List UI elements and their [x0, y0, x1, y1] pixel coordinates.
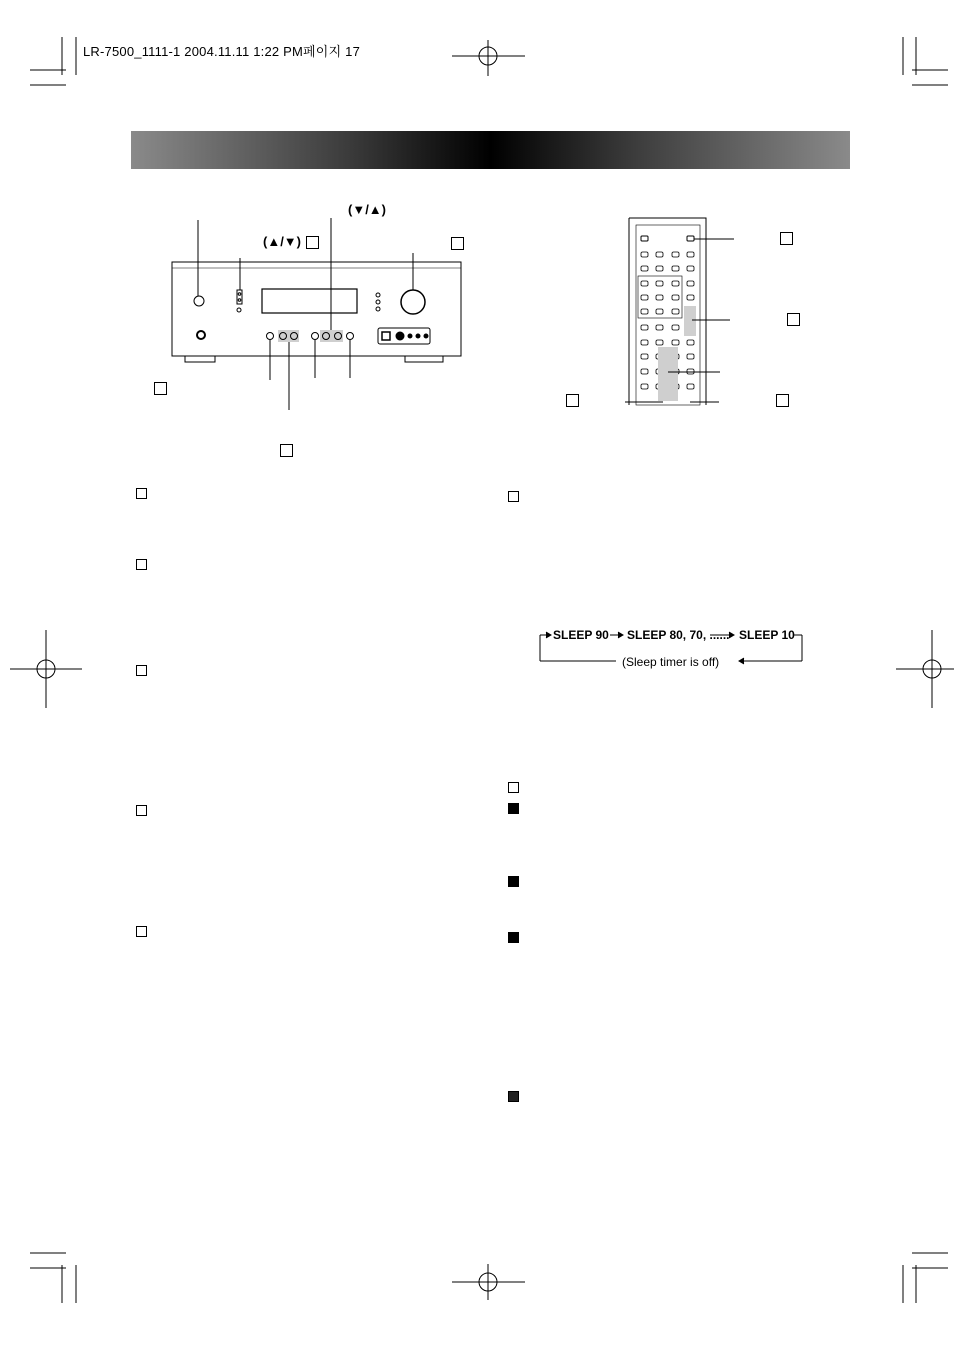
remote-key	[641, 266, 648, 271]
down-up-button-label: (▼/▲)	[348, 202, 387, 217]
remote-key	[687, 295, 694, 300]
remote-key	[687, 384, 694, 389]
marker-box	[280, 444, 293, 457]
remote-key	[641, 325, 648, 330]
marker-box	[154, 382, 167, 395]
remote-key	[656, 340, 663, 345]
sleep-step-90: SLEEP 90	[553, 628, 609, 642]
remote-key	[687, 354, 694, 359]
marker-box	[787, 313, 800, 326]
section-marker	[136, 559, 147, 570]
print-info-header: LR-7500_1111-1 2004.11.11 1:22 PM페이지 17	[83, 44, 360, 59]
marker-box	[306, 236, 319, 249]
remote-control	[625, 218, 734, 405]
bullet-marker	[508, 876, 519, 887]
remote-key	[656, 252, 663, 257]
section-marker	[136, 805, 147, 816]
crop-mark-top-right	[903, 37, 948, 85]
crop-mark-top-left	[30, 37, 76, 85]
sleep-off-label: (Sleep timer is off)	[622, 655, 720, 669]
bullet-marker	[508, 1091, 519, 1102]
registration-mark-right	[896, 630, 954, 708]
section-marker	[136, 488, 147, 499]
crop-mark-bottom-left	[30, 1253, 76, 1303]
remote-key	[641, 252, 648, 257]
remote-key	[672, 252, 679, 257]
remote-key	[641, 281, 648, 286]
sleep-step-80-70: SLEEP 80, 70, ......	[627, 628, 730, 642]
remote-key	[672, 325, 679, 330]
marker-box	[780, 232, 793, 245]
sleep-step-10: SLEEP 10	[739, 628, 795, 642]
crop-mark-bottom-right	[903, 1253, 948, 1303]
remote-key	[641, 354, 648, 359]
remote-key	[687, 281, 694, 286]
remote-key	[641, 295, 648, 300]
section-marker	[136, 665, 147, 676]
registration-mark-top	[452, 40, 525, 76]
remote-key	[656, 325, 663, 330]
remote-key	[641, 384, 648, 389]
remote-key	[687, 340, 694, 345]
registration-mark-bottom	[452, 1264, 525, 1300]
section-title-banner	[131, 131, 850, 169]
remote-key	[641, 340, 648, 345]
section-marker	[508, 491, 519, 502]
remote-key	[672, 266, 679, 271]
up-down-button-label: (▲/▼)	[263, 234, 302, 249]
bullet-marker	[508, 932, 519, 943]
remote-key	[672, 309, 679, 314]
marker-box	[451, 237, 464, 250]
remote-key	[672, 340, 679, 345]
section-marker	[508, 782, 519, 793]
remote-key	[687, 266, 694, 271]
remote-key	[672, 281, 679, 286]
bullet-marker	[508, 803, 519, 814]
remote-key	[641, 369, 648, 374]
marker-box	[566, 394, 579, 407]
remote-key	[656, 281, 663, 286]
registration-mark-left	[10, 630, 82, 708]
marker-box	[776, 394, 789, 407]
section-marker	[136, 926, 147, 937]
remote-key	[656, 309, 663, 314]
remote-key	[641, 309, 648, 314]
remote-key	[672, 295, 679, 300]
remote-key	[656, 295, 663, 300]
remote-key	[656, 266, 663, 271]
remote-key	[687, 252, 694, 257]
